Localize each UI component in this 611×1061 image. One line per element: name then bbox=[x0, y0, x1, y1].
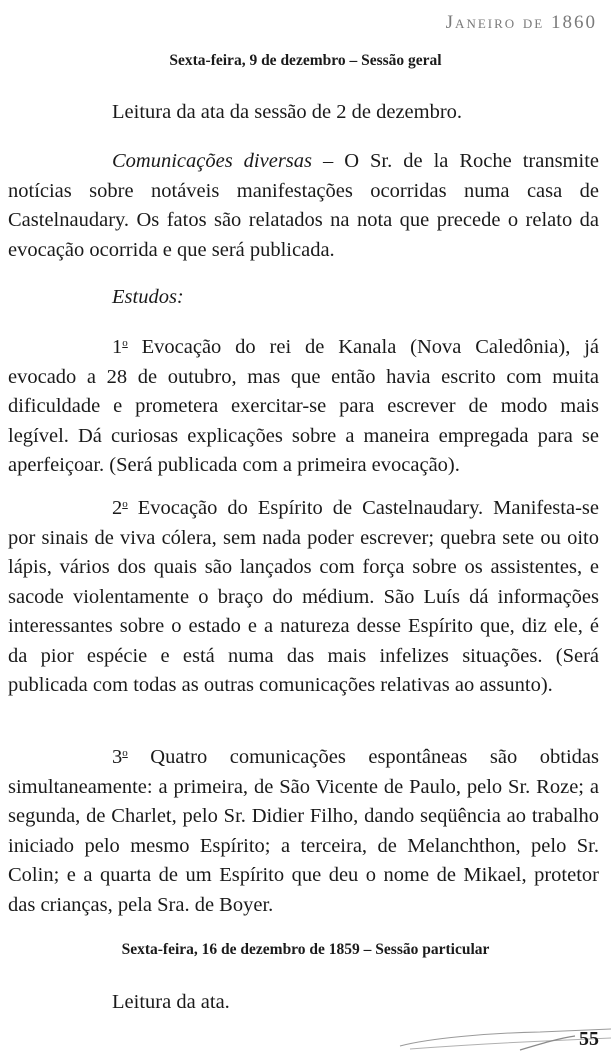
paragraph-text: Evocação do Espírito de Castelnaudary. Manifesta-se por sinais de viva cólera, sem nada poder escrever; quebra sete ou oito lápis, vários dos quais são lançados com força sobre os assistentes, e sacode violentamente o braço do médium. São Luís dá informações interessantes sobre o estado e a natureza desse Espírito que, diz ele, é da pior espécie e está numa das mais infelizes situações. (Será publicada com todas as outras comunicações relativas ao assunto). bbox=[8, 497, 599, 696]
item-number: 2 bbox=[112, 497, 123, 519]
footer-ornament bbox=[0, 1020, 611, 1061]
italic-lead: Estudos: bbox=[112, 286, 184, 308]
paragraph bbox=[8, 743, 599, 920]
section-heading: Sexta-feira, 16 de dezembro de 1859 – Sessão particular bbox=[121, 941, 490, 958]
paragraph bbox=[8, 147, 599, 265]
paragraph bbox=[8, 98, 599, 128]
paragraph-text: Leitura da ata da sessão de 2 de dezembro. bbox=[112, 101, 463, 123]
running-head: Janeiro de 1860 bbox=[445, 12, 597, 33]
paragraph bbox=[8, 333, 599, 481]
paragraph bbox=[8, 988, 599, 1018]
ordinal-indicator: o bbox=[122, 498, 128, 510]
paragraph-text: Leitura da ata. bbox=[112, 991, 230, 1013]
ordinal-indicator: o bbox=[122, 747, 128, 759]
paragraph-text: Evocação do rei de Kanala (Nova Caledônia), já evocado a 28 de outubro, mas que então havia escrito com muita dificuldade e prometera exercitar-se para escrever de modo mais legível. Dá curiosas explicações sobre a maneira empregada para se aperfeiçoar. (Será publicada com a primeira evocação). bbox=[8, 336, 599, 476]
ordinal-indicator: o bbox=[122, 337, 128, 349]
page-number: 55 bbox=[579, 1028, 599, 1050]
paragraph bbox=[8, 494, 599, 701]
section-heading: Sexta-feira, 9 de dezembro – Sessão geral bbox=[169, 52, 442, 69]
italic-lead: Comunicações diversas bbox=[112, 150, 313, 172]
footer-swash bbox=[520, 1036, 575, 1050]
item-number: 1 bbox=[112, 336, 123, 358]
paragraph-text: – O Sr. de la Roche transmite notícias sobre notáveis manifestações ocorridas numa casa de Castelnaudary. Os fatos são relatados na nota que precede o relato da evocação ocorrida e que será publicada. bbox=[8, 150, 599, 261]
paragraph bbox=[8, 283, 599, 313]
paragraph-text: Quatro comunicações espontâneas são obtidas simultaneamente: a primeira, de São Vicente de Paulo, pelo Sr. Roze; a segunda, de Charlet, pelo Sr. Didier Filho, dando seqüência ao trabalho iniciado pelo mesmo Espírito; a terceira, de Melanchthon, pelo Sr. Colin; e a quarta de um Espírito que deu o nome de Mikael, protetor das crianças, pela Sra. de Boyer. bbox=[8, 746, 599, 916]
item-number: 3 bbox=[112, 746, 123, 768]
